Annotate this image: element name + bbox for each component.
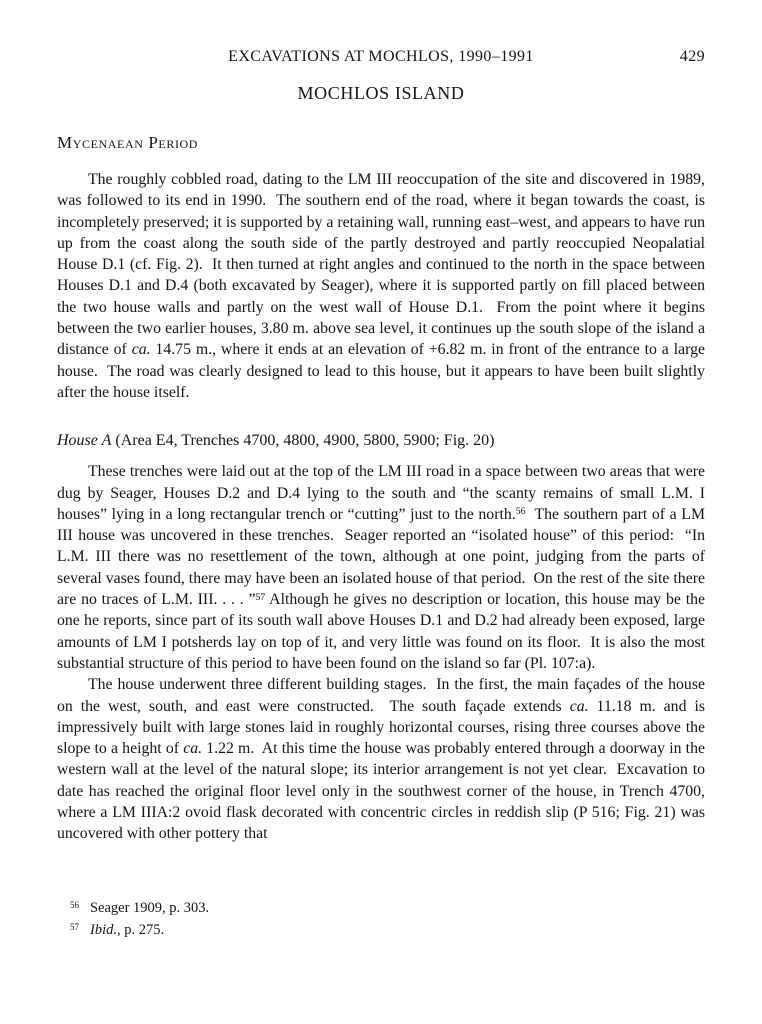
body-content bbox=[57, 169, 705, 845]
paragraph: The house underwent three different building stages. In the first, the main façades of the house on the west, south, and east were constructed. The south façade extends ca. 11.18 m. and is impressively built with large stones laid in roughly horizontal courses, rising three courses above the slope to a height of ca. 1.22 m. At this time the house was probably entered through a doorway in the western wall at the level of the natural slope; its interior arrangement is not yet clear. Excavation to date has reached the original floor level only in the southwest corner of the house, in Trench 4700, where a LM IIIA:2 ovoid flask decorated with concentric circles in reddish slip (P 516; Fig. 21) was uncovered with other pottery that bbox=[57, 676, 705, 843]
subsection-heading: House A (Area E4, Trenches 4700, 4800, 4900, 5800, 5900; Fig. 20) bbox=[57, 432, 495, 450]
footnote-number: 56 bbox=[70, 899, 79, 910]
footnotes bbox=[57, 897, 705, 941]
paragraph: These trenches were laid out at the top of the LM III road in a space between two areas that were dug by Seager, Houses D.2 and D.4 lying to the south and “the scanty remains of small L.M. I houses” lying in a long rectangular trench or “cutting” just to the north.$^{56}$ The southern part of a LM III house was uncovered in these trenches. Seager reported an “isolated house” of this period: “In L.M. III there was no resettlement of the town, although at one point, judging from the parts of several vases found, there may have been an isolated house of that period. On the rest of the site there are no traces of L.M. III. . . . ”$^{57}$ Although he gives no description or location, this house may be the one he reports, since part of its south wall above Houses D.1 and D.2 had already been exposed, large amounts of LM I potsherds lay on top of it, and very little was found on its floor. It is also the most substantial structure of this period to have been found on the island so far (Pl. 107:a). bbox=[57, 463, 705, 672]
page-title: MOCHLOS ISLAND bbox=[297, 83, 465, 103]
footnote-number: 57 bbox=[70, 921, 79, 932]
running-head bbox=[57, 48, 705, 66]
footnote: $^{56}$ Seager 1909, p. 303. bbox=[70, 899, 210, 916]
footnote-marker: 57 bbox=[255, 591, 266, 603]
running-header-title: EXCAVATIONS AT MOCHLOS, 1990–1991 bbox=[228, 48, 534, 65]
page-number: 429 bbox=[679, 48, 705, 65]
section-heading: Mycenaean Period bbox=[57, 133, 199, 152]
footnote: $^{57}$ Ibid., p. 275. bbox=[70, 921, 165, 938]
footnote-marker: 56 bbox=[515, 506, 526, 518]
paragraph: The roughly cobbled road, dating to the LM III reoccupation of the site and discovered in 1989, was followed to its end in 1990. The southern end of the road, where it began towards the coast, is incompletely preserved; it is supported by a retaining wall, running east–west, and appears to have run up from the coast along the south side of the partly destroyed and partly reoccupied Neopalatial House D.1 (cf. Fig. 2). It then turned at right angles and continued to the north in the space between Houses D.1 and D.4 (both excavated by Seager), where it is supported partly on fill placed between the two house walls and partly on the west wall of House D.1. From the point where it begins between the two earlier houses, 3.80 m. above sea level, it continues up the south slope of the island a distance of ca. 14.75 m., where it ends at an elevation of +6.82 m. in front of the entrance to a large house. The road was clearly designed to lead to this house, but it appears to have been built slightly after the house itself. bbox=[57, 171, 705, 401]
